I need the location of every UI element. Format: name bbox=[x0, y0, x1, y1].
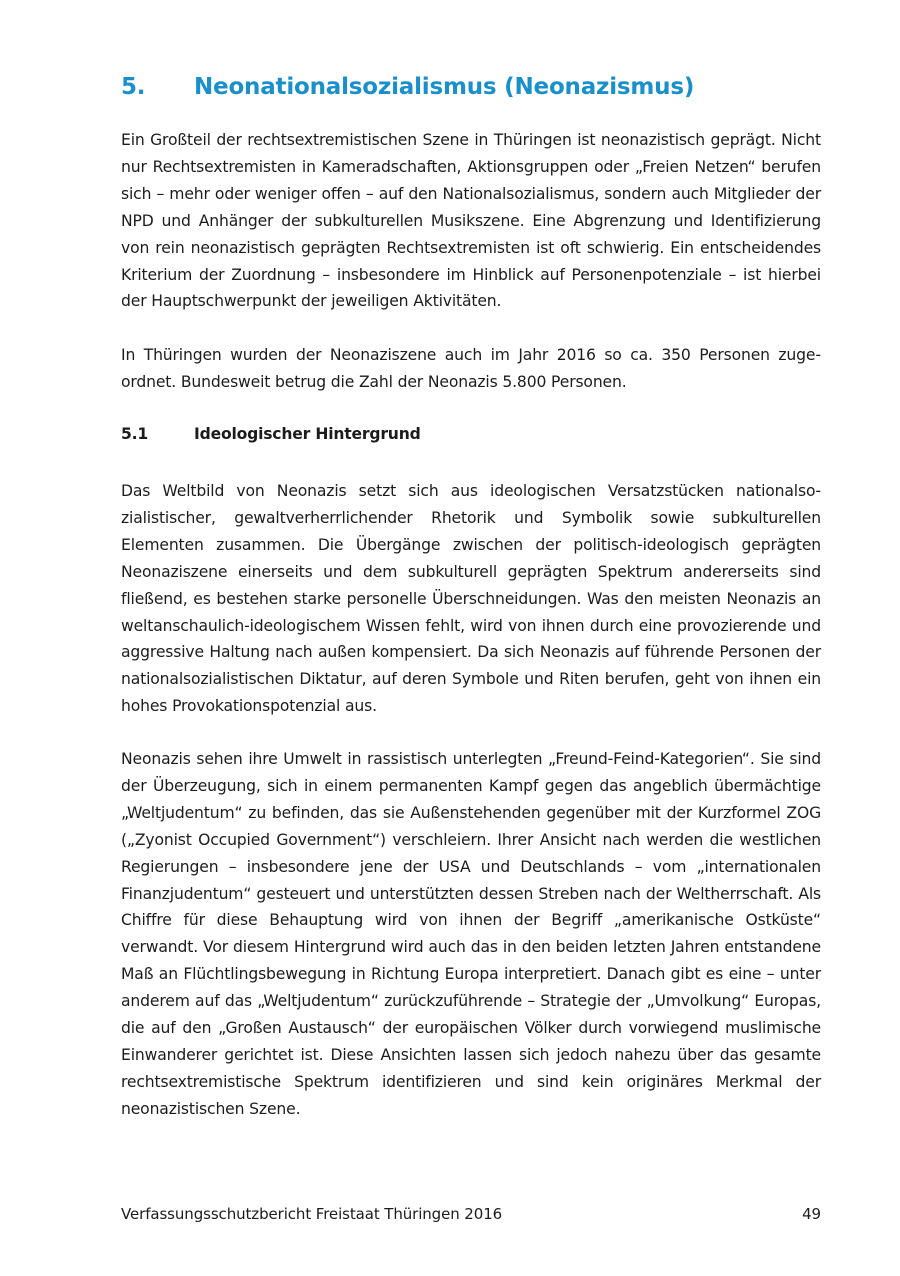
paragraph-intro: Ein Großteil der rechtsextremistischen Szene in Thüringen ist neonazistisch geprägt. Nicht nur Rechtsextremisten in Kameradschaften, Aktionsgruppen oder „Freien Netzen“ berufen sich – mehr oder weniger offen – auf den Nationalsozialismus, sondern auch Mitglieder der NPD und Anhänger der subkulturellen Musikszene. Eine Abgrenzung und Identifizierung von rein neonazistisch geprägten Rechtsextremisten ist oft schwierig. Ein entscheidendes Kriterium der Zuordnung – insbesondere im Hinblick auf Personenpotenziale – ist hierbei der Hauptschwerpunkt der jeweiligen Aktivitäten. bbox=[121, 131, 821, 311]
section-title: Neonationalsozialismus (Neonazismus) bbox=[194, 74, 695, 100]
paragraph-worldview: Das Weltbild von Neonazis setzt sich aus ideologischen Versatzstücken nationalsozialistischer, gewaltverherrlichender Rhetorik und Symbolik sowie subkulturellen Elementen zusammen. Die Übergänge zwischen der politisch-ideologisch geprägten Neonaziszene einerseits und dem subkulturell geprägten Spektrum andererseits sind fließend, es bestehen starke personelle Überschneidungen. Was den meisten Neonazis an weltanschaulich-ideologischem Wissen fehlt, wird von ihnen durch eine provozierende und aggressive Haltung nach außen kompensiert. Da sich Neonazis auf führende Personen der nationalsozialistischen Diktatur, auf deren Symbole und Riten berufen, geht von ihnen ein hohes Provokationspotenzial aus. bbox=[121, 482, 821, 716]
paragraph-figures: In Thüringen wurden der Neonaziszene auch im Jahr 2016 so ca. 350 Personen zugeordnet. Bundesweit betrug die Zahl der Neonazis 5.800 Personen. bbox=[121, 346, 821, 391]
subsection-title: Ideologischer Hintergrund bbox=[194, 425, 421, 443]
section-heading bbox=[121, 74, 821, 100]
paragraph-ideology: Neonazis sehen ihre Umwelt in rassistisch unterlegten „Freund-Feind-Kategorien“. Sie sind der Überzeugung, sich in einem permanenten Kampf gegen das angeblich übermächtige „Weltjudentum“ zu befinden, das sie Außenstehenden gegenüber mit der Kurzformel ZOG („Zyonist Occupied Government“) verschleiern. Ihrer Ansicht nach werden die westlichen Regierungen – insbesondere jene der USA und Deutschlands – vom „internationalen Finanzjudentum“ gesteuert und unterstützten dessen Streben nach der Weltherrschaft. Als Chiffre für diese Behauptung wird von ihnen der Begriff „amerikanische Ostküste“ verwandt. Vor diesem Hintergrund wird auch das in den beiden letzten Jahren entstandene Maß an Flüchtlingsbewegung in Richtung Europa interpretiert. Danach gibt es eine – unter anderem auf das „Weltjudentum“ zurückzuführende – Strategie der „Umvolkung“ Europas, die auf den „Großen Austausch“ der europäischen Völker durch vorwiegend muslimische Einwanderer gerichtet ist. Diese Ansichten lassen sich jedoch nahezu über das gesamte rechtsextremistische Spektrum identifizieren und sind kein originäres Merkmal der neonazistischen Szene. bbox=[121, 750, 821, 1118]
subsection-number: 5.1 bbox=[121, 425, 149, 443]
subsection-heading bbox=[121, 425, 821, 443]
footer-publication: Verfassungsschutzbericht Freistaat Thüringen 2016 bbox=[121, 1205, 503, 1223]
section-number: 5. bbox=[121, 74, 146, 100]
footer-page-number: 49 bbox=[802, 1205, 821, 1223]
page-footer bbox=[121, 1205, 821, 1223]
